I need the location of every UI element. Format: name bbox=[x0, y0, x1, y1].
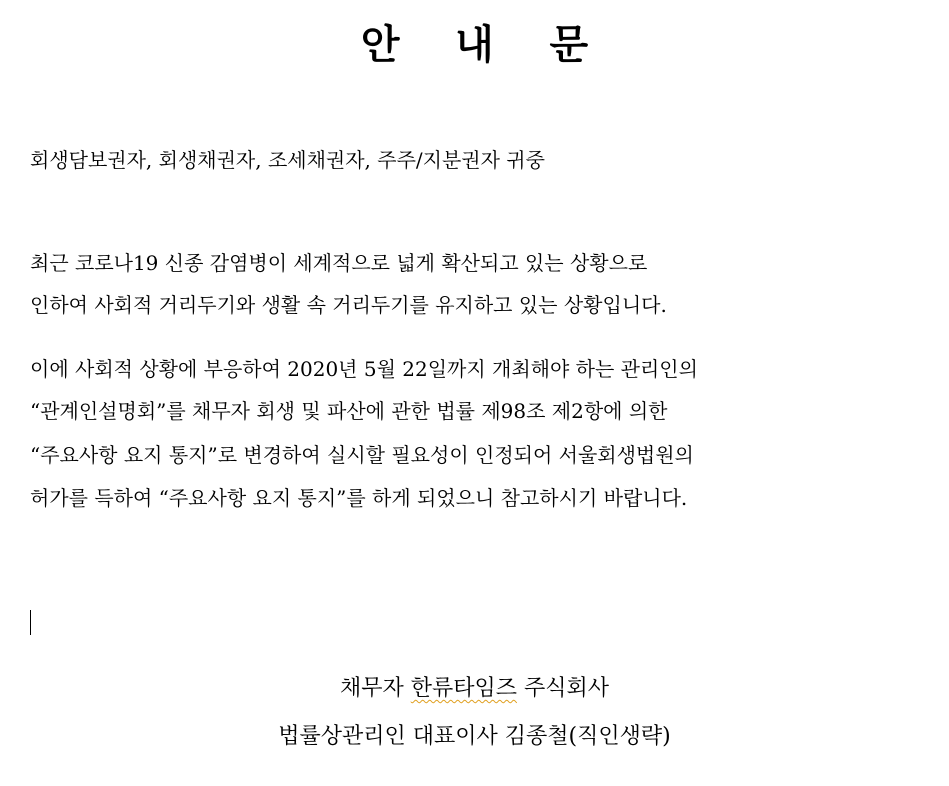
text-cursor[interactable] bbox=[30, 610, 31, 635]
paragraph1-line2: 인하여 사회적 거리두기와 생활 속 거리두기를 유지하고 있는 상황입니다. bbox=[30, 293, 667, 317]
recipient-line: 회생담보권자, 회생채권자, 조세채권자, 주주/지분권자 귀중 bbox=[30, 148, 545, 172]
paragraph2-line2: “관계인설명회”를 채무자 회생 및 파산에 관한 법률 제98조 제2항에 의한 bbox=[30, 399, 668, 423]
company-name: 한류타임즈 bbox=[410, 676, 517, 701]
signature-company bbox=[0, 674, 949, 704]
paragraph2-line1: 이에 사회적 상황에 부응하여 2020년 5월 22일까지 개최해야 하는 관리인의 bbox=[30, 357, 698, 381]
paragraph1-line1: 최근 코로나19 신종 감염병이 세계적으로 넓게 확산되고 있는 상황으로 bbox=[30, 251, 648, 275]
company-suffix: 주식회사 bbox=[517, 676, 610, 701]
signature-representative: 법률상관리인 대표이사 김종철(직인생략) bbox=[278, 724, 671, 749]
paragraph2-line4: 허가를 득하여 “주요사항 요지 통지”를 하게 되었으니 참고하시기 바랍니다. bbox=[30, 486, 688, 510]
company-prefix: 채무자 bbox=[339, 676, 411, 701]
paragraph2-line3: “주요사항 요지 통지”로 변경하여 실시할 필요성이 인정되어 서울회생법원의 bbox=[30, 443, 694, 467]
document-title: 안 내 문 bbox=[360, 21, 589, 68]
